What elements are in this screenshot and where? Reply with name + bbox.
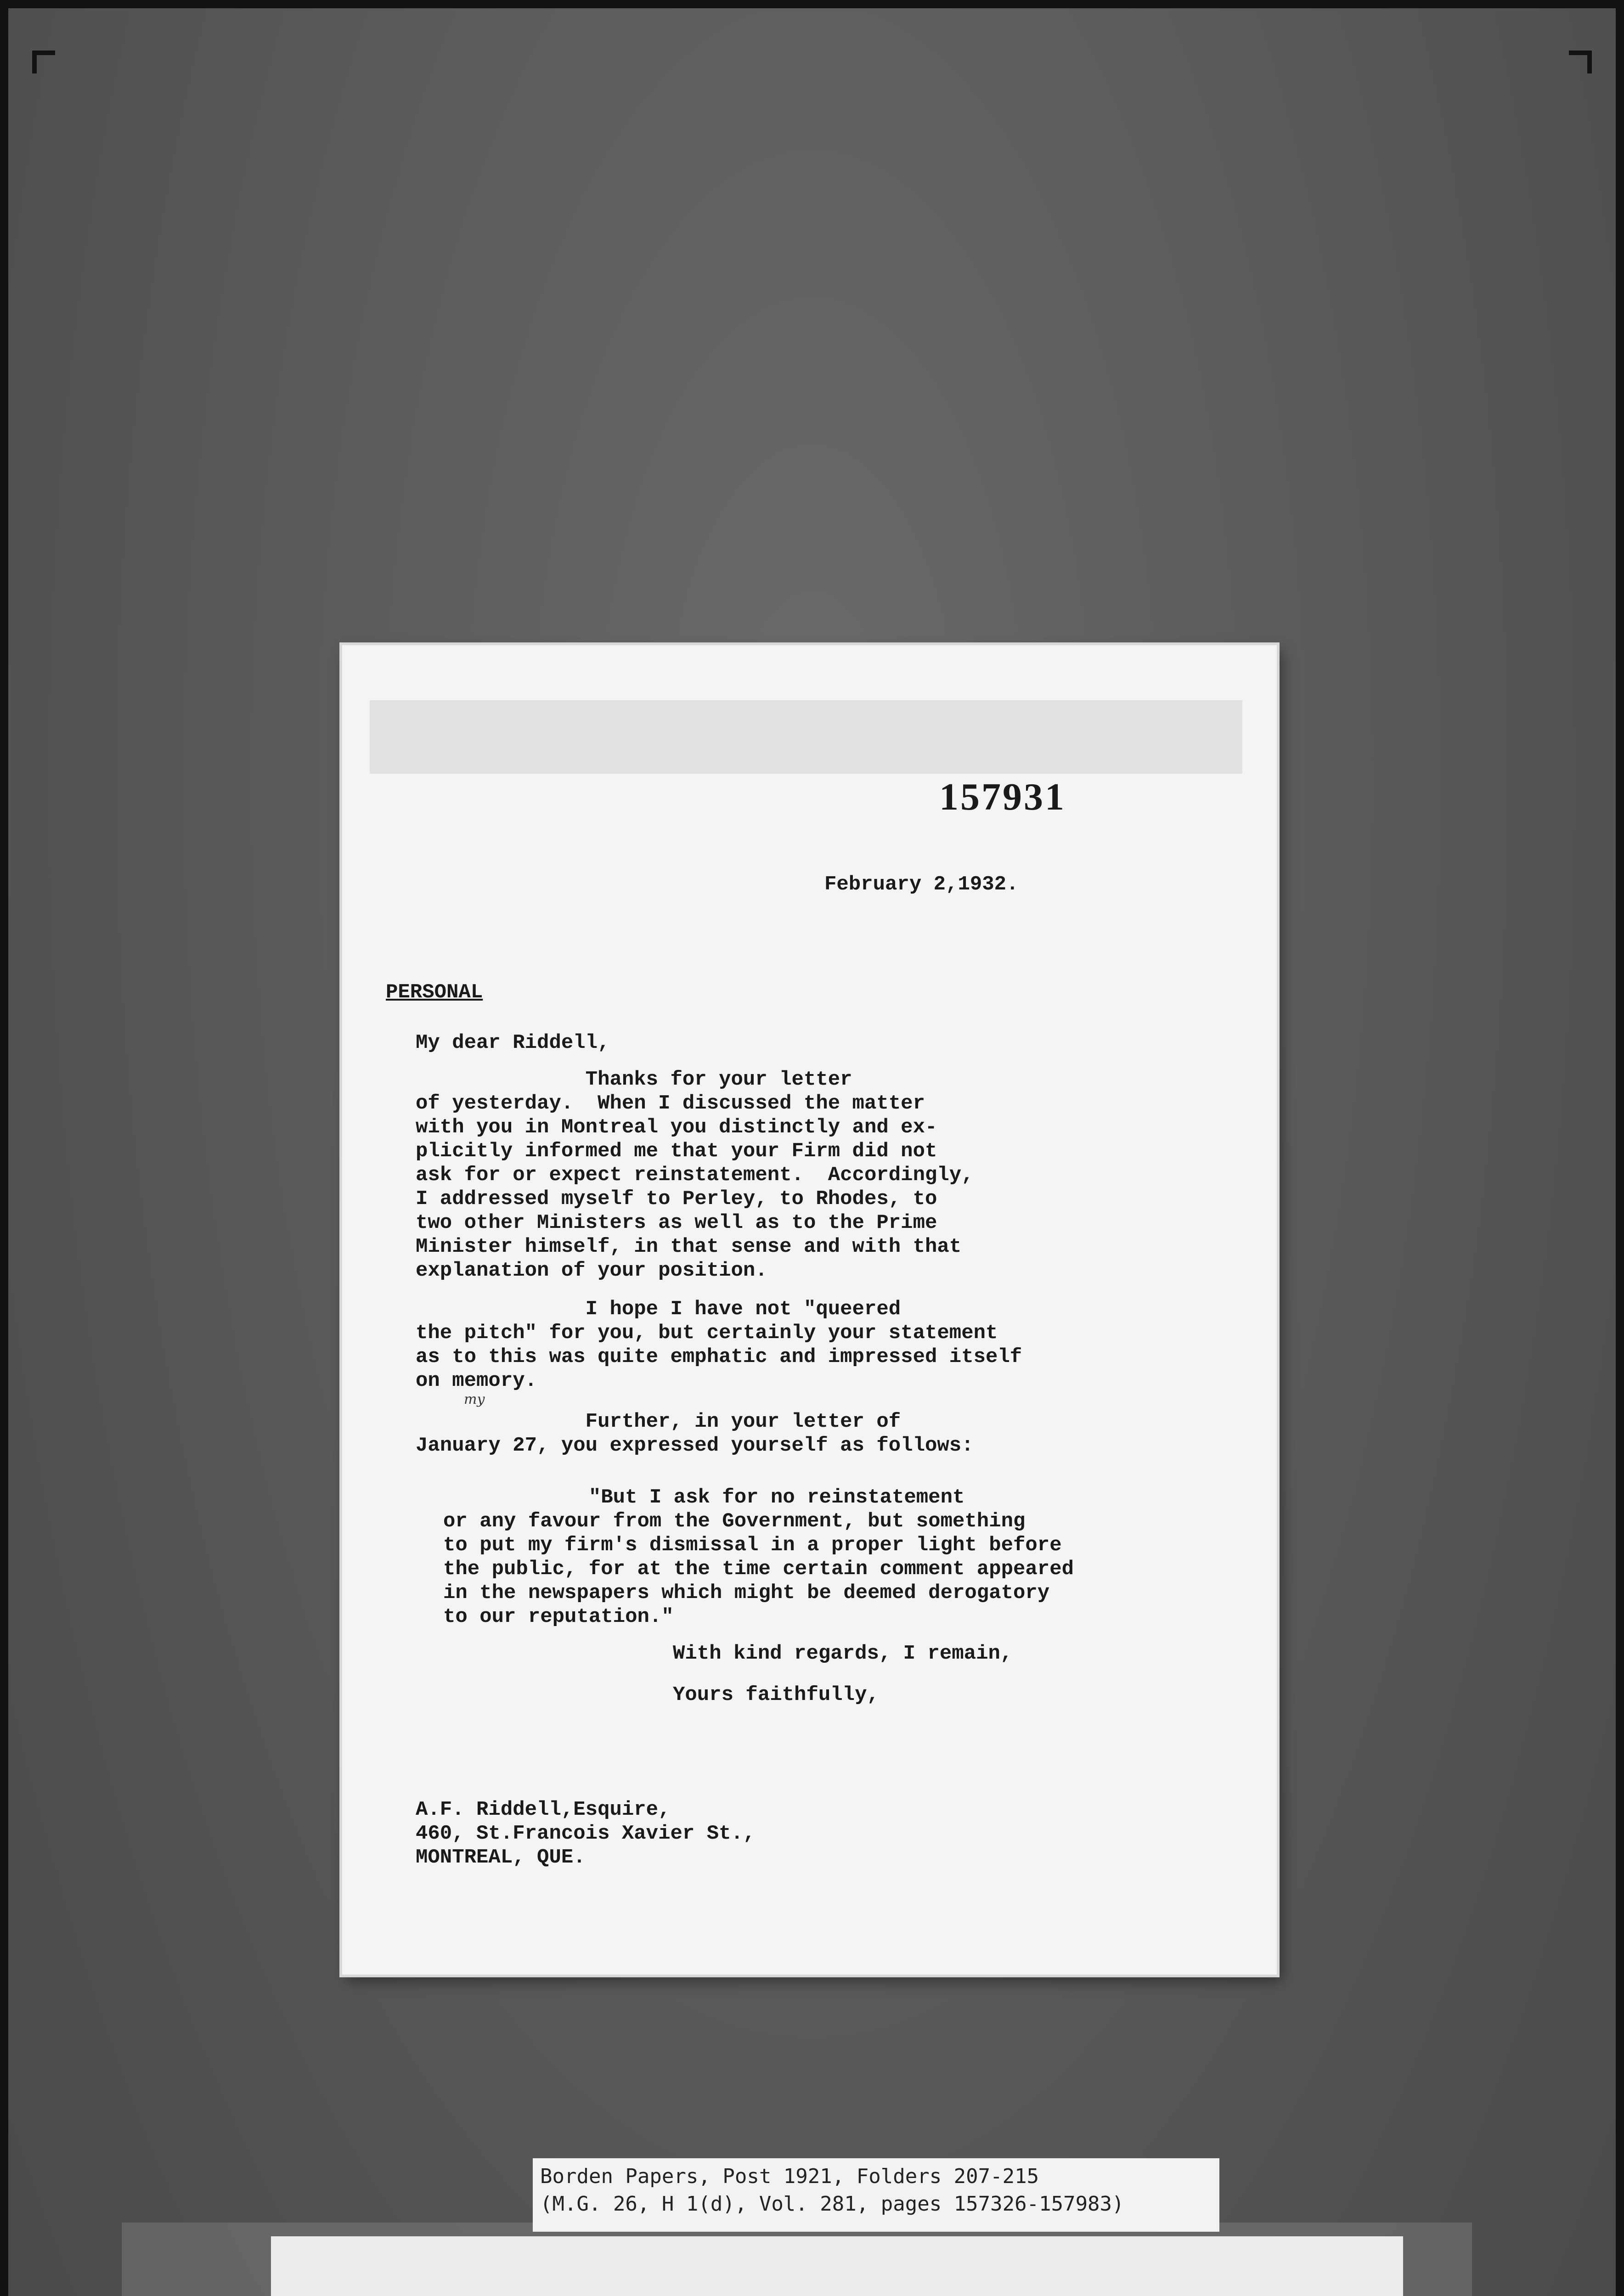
crop-mark-top-right <box>1569 51 1592 73</box>
handwritten-insert: my <box>464 1391 485 1407</box>
salutation: My dear Riddell, <box>416 1031 610 1054</box>
letter-date: February 2,1932. <box>824 873 1019 896</box>
archives-card <box>271 2236 1403 2296</box>
letterhead-bleedthrough <box>370 682 1242 801</box>
quoted-passage: "But I ask for no reinstatement or any favour from the Government, but something to put my firm's dismissal in a proper light before the public, for at the time certain comment appeared in the newspapers which might be deemed derogatory to our reputation." <box>443 1486 1074 1628</box>
crop-mark-top-left <box>32 51 55 73</box>
letter-paragraph-2: I hope I have not "queered the pitch" for you, but certainly your statement as to this was quite emphatic and impressed itself on memory. <box>416 1298 1022 1392</box>
letter-page <box>342 645 1277 1975</box>
personal-marking: PERSONAL <box>386 981 483 1004</box>
recipient-address: A.F. Riddell,Esquire, 460, St.Francois Xavier St., MONTREAL, QUE. <box>416 1798 756 1869</box>
letter-paragraph-1: Thanks for your letter of yesterday. When I discussed the matter with you in Montreal you distinctly and ex- plicitly informed me that your Firm did not ask for or expect reinstatement. Accordingly, I addressed myself to Perley, to Rhodes, to two other Ministers as well as to the Prime Minister himself, in that sense and with that explanation of your position. <box>416 1068 974 1282</box>
closing-signoff: Yours faithfully, <box>673 1683 879 1706</box>
source-citation-label <box>533 2158 1219 2232</box>
document-number: 157931 <box>939 776 1066 818</box>
closing-regards: With kind regards, I remain, <box>673 1642 1013 1665</box>
letter-paragraph-3: Further, in your letter of January 27, you expressed yourself as follows: <box>416 1410 974 1457</box>
source-citation-line-1: Borden Papers, Post 1921, Folders 207-215 <box>540 2165 1039 2188</box>
source-citation-line-2: (M.G. 26, H 1(d), Vol. 281, pages 157326-157983) <box>540 2192 1124 2216</box>
